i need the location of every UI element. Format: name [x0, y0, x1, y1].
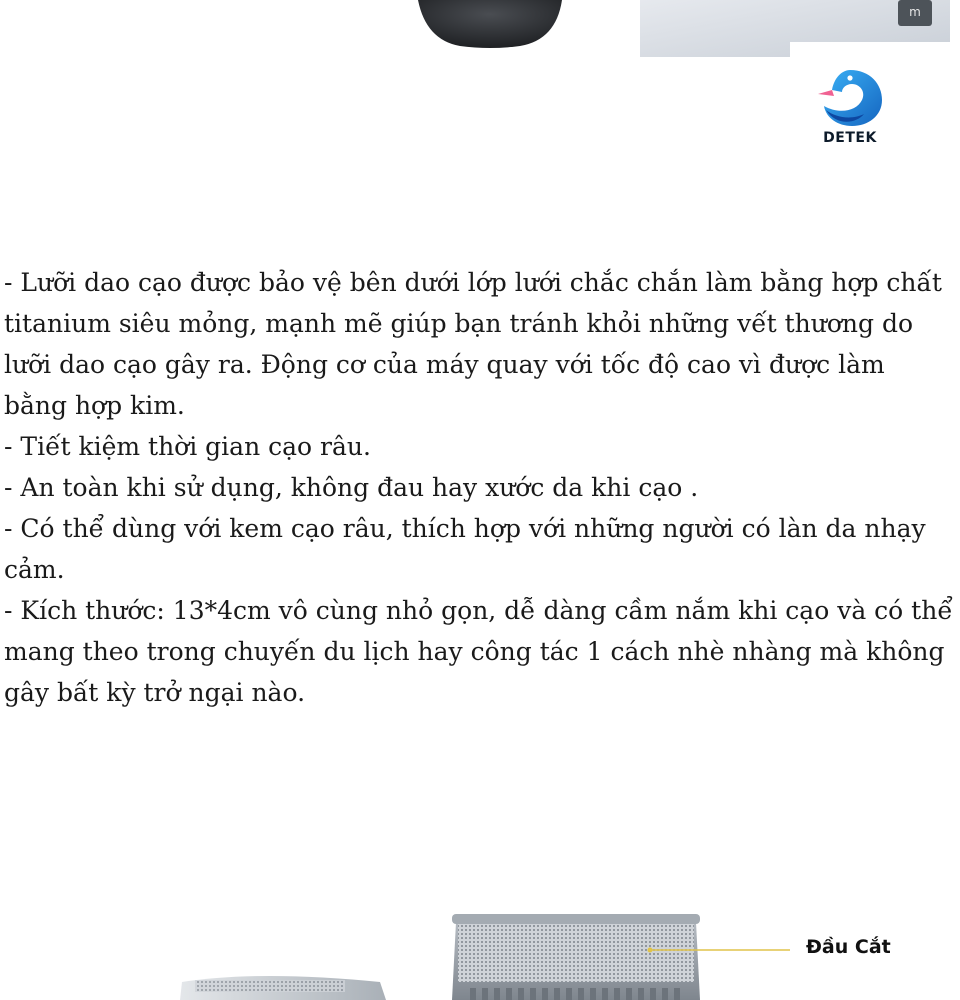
cutting-head-label: Đầu Cắt — [806, 936, 891, 958]
description-paragraph: - Kích thước: 13*4cm vô cùng nhỏ gọn, dễ dàng cầm nắm khi cạo và có thể mang theo trong chuyến du lịch hay công tác 1 cách nhè nhàng mà không gây bất kỳ trở ngại nào. — [4, 596, 953, 707]
svg-text:m: m — [909, 5, 921, 19]
description-paragraph: - Có thể dùng với kem cạo râu, thích hợp với những người có làn da nhạy cảm. — [4, 514, 926, 584]
detek-logo — [812, 66, 888, 150]
description-paragraph: - An toàn khi sử dụng, không đau hay xước da khi cạo . — [4, 473, 699, 502]
top-product-image — [0, 0, 960, 60]
bird-logo-icon — [812, 66, 888, 130]
description-paragraph: - Lưỡi dao cạo được bảo vệ bên dưới lớp lưới chắc chắn làm bằng hợp chất titanium siêu mỏng, mạnh mẽ giúp bạn tránh khỏi những vết thương do lưỡi dao cạo gây ra. Động cơ của máy quay với tốc độ cao vì được làm bằng hợp kim. — [4, 268, 942, 420]
description-paragraph: - Tiết kiệm thời gian cạo râu. — [4, 432, 371, 461]
product-description — [4, 262, 954, 713]
logo-text: DETEK — [823, 130, 877, 146]
shaver-photo-icon — [0, 0, 960, 60]
